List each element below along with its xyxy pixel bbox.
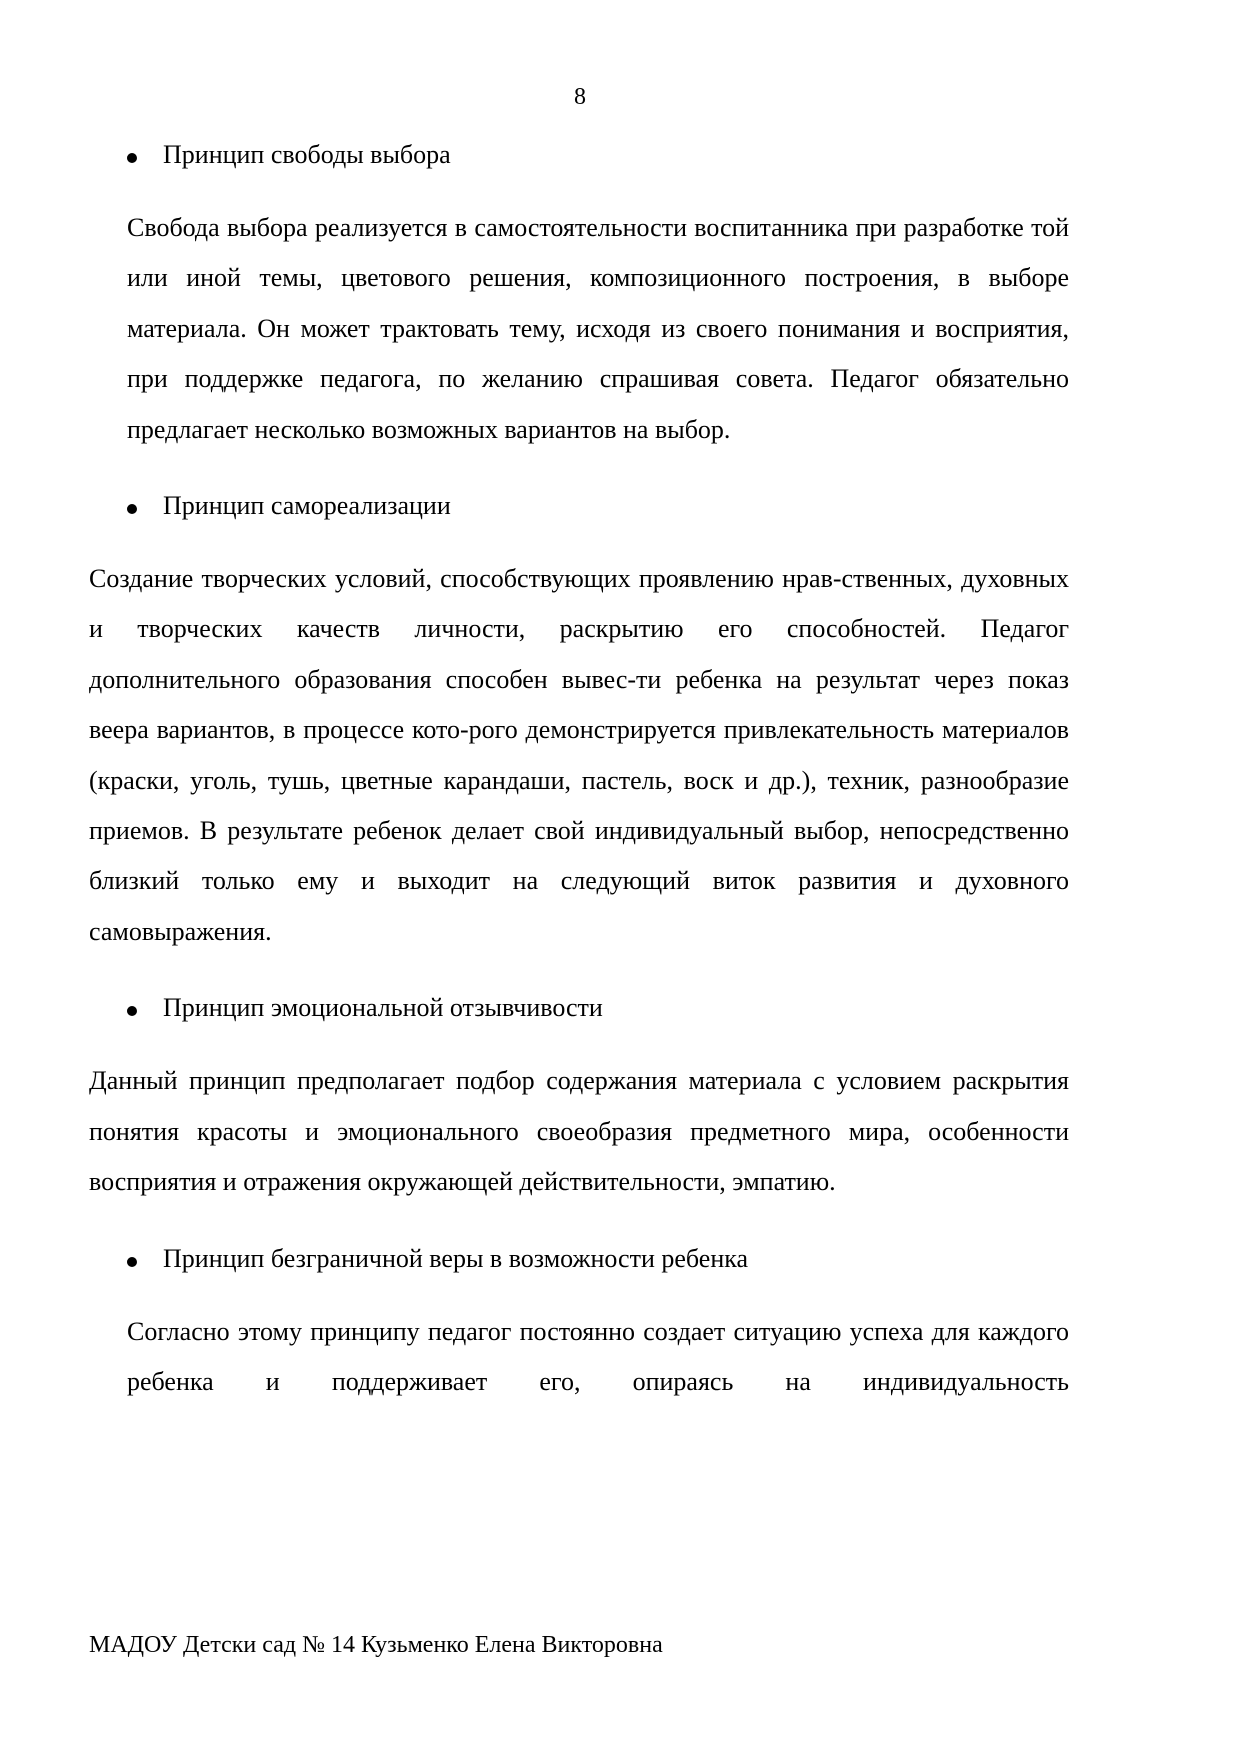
bullet-icon — [127, 153, 137, 163]
page-content — [89, 138, 1069, 1407]
section-heading-freedom-of-choice — [89, 138, 1069, 172]
section-paragraph-freedom-of-choice: Свобода выбора реализуется в самостоятельности воспитанника при разработке той или иной темы, цветового решения, композиционного построения, в выборе материала. Он может трактовать тему, исходя из своего понимания и восприятия, при поддержке педагога, по желанию спрашивая совета. Педагог обязательно предлагает несколько возможных вариантов на выбор. — [127, 213, 1069, 444]
bullet-icon — [127, 1257, 137, 1267]
section-heading-unlimited-faith — [89, 1242, 1069, 1276]
heading-text: Принцип безграничной веры в возможности ребенка — [163, 1243, 749, 1273]
page-footer: МАДОУ Детски сад № 14 Кузьменко Елена Викторовна — [89, 1632, 663, 1658]
section-paragraph-self-realization: Создание творческих условий, способствующих проявлению нрав-ственных, духовных и творческих качеств личности, раскрытию его способностей. Педагог дополнительного образования способен вывес-ти ребенка на результат через показ веера вариантов, в процессе кото-рого демонстрируется привлекательность материалов (краски, уголь, тушь, цветные карандаши, пастель, воск и др.), техник, разнообразие приемов. В результате ребенок делает свой индивидуальный выбор, непосредственно близкий только ему и выходит на следующий виток развития и духовного самовыражения. — [89, 564, 1069, 946]
heading-text: Принцип свободы выбора — [163, 140, 451, 169]
section-paragraph-unlimited-faith: Согласно этому принципу педагог постоянно создает ситуацию успеха для каждого ребенка и поддерживает его, опираясь на индивидуальность — [127, 1316, 1069, 1396]
heading-text: Принцип самореализации — [163, 491, 451, 521]
heading-text: Принцип эмоциональной отзывчивости — [163, 993, 603, 1023]
section-paragraph-emotional-responsiveness: Данный принцип предполагает подбор содержания материала с условием раскрытия понятия красоты и эмоционального своеобразия предметного мира, особенности восприятия и отражения окружающей действительности, эмпатию. — [89, 1066, 1069, 1197]
section-heading-emotional-responsiveness — [89, 991, 1069, 1025]
bullet-icon — [127, 504, 137, 514]
page-number: 8 — [574, 84, 586, 110]
bullet-icon — [127, 1006, 137, 1016]
section-heading-self-realization — [89, 489, 1069, 523]
